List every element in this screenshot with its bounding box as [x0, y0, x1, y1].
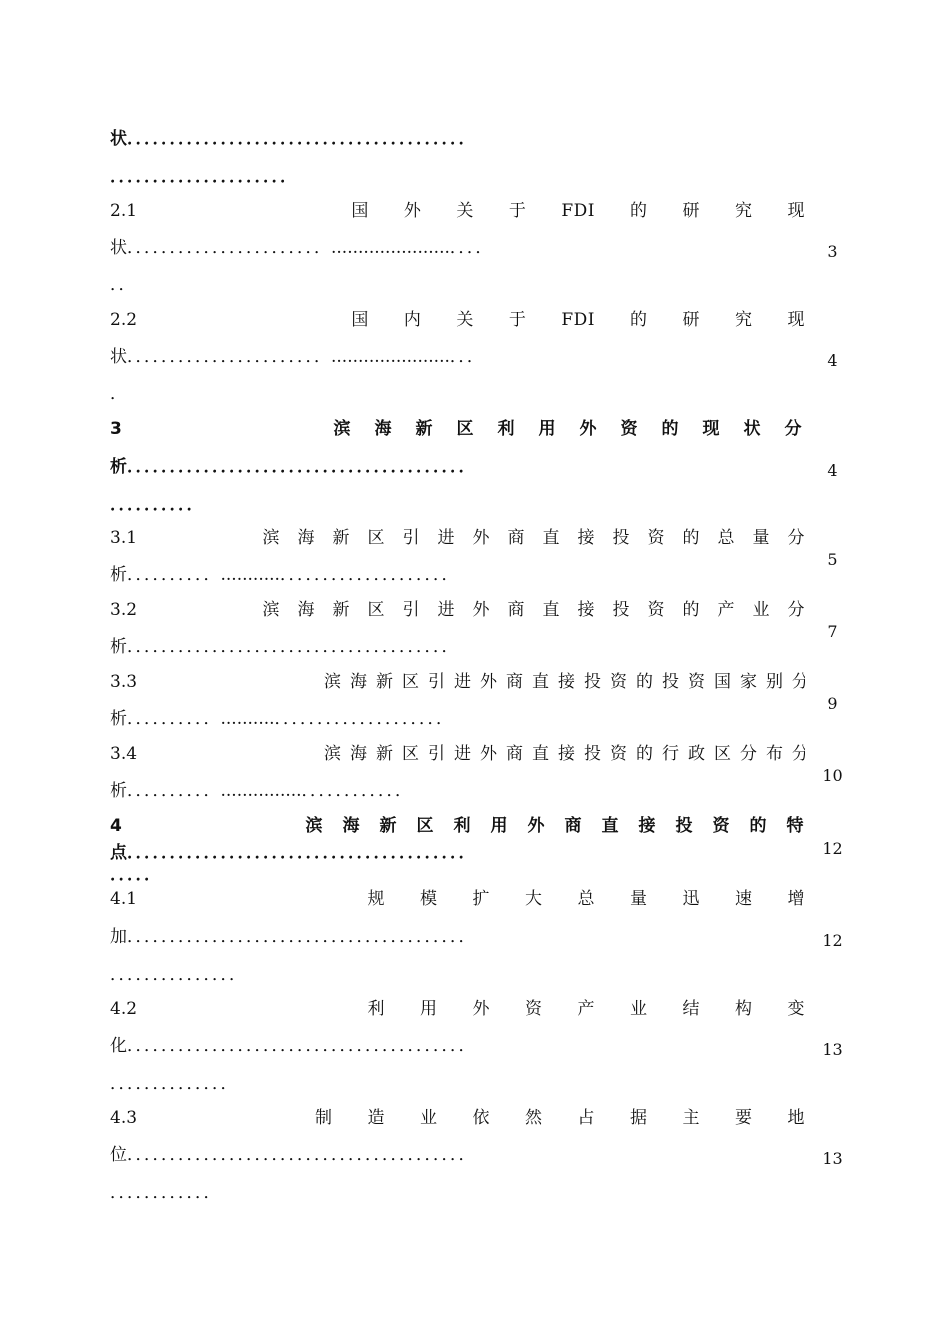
- toc-entry-number: 2.2: [110, 310, 138, 330]
- toc-entry-2-2[interactable]: [110, 307, 805, 333]
- toc-leader-dots: ．．．．．．．．．．．．．．．．．．．．．．．．．．．．．．．．．．．．．．．．: [127, 1036, 476, 1056]
- toc-leader-dots: ．．．．．．．．．．．．．．．．．．．．．．．．．．．．．．．．．．．．．．．．: [127, 927, 476, 947]
- toc-page-number: 9: [827, 694, 838, 713]
- toc-entry-title: 国 内 关 于 FDI 的 研 究 现: [351, 310, 805, 330]
- toc-page-number: 4: [827, 461, 838, 480]
- toc-entry-4-1[interactable]: [110, 886, 805, 912]
- toc-entry-4-line-3: [110, 862, 805, 888]
- toc-entry-2-1[interactable]: [110, 198, 805, 224]
- toc-entry-title: 制 造 业 依 然 占 据 主 要 地: [315, 1108, 805, 1128]
- toc-entry-title-tail: 析: [110, 781, 127, 801]
- toc-entry-3-line-3: [110, 492, 805, 518]
- toc-entry-3-2-line-2: [110, 634, 805, 660]
- toc-leader-dots: ．．．．．．．．．．．．．．．．．．．．．: [110, 167, 297, 187]
- toc-entry-number: 4: [110, 816, 122, 836]
- toc-entry-2-2-line-3: [110, 381, 805, 407]
- toc-entry-4[interactable]: [110, 813, 805, 839]
- toc-leader-dots: ．．．．．．．．．．...........．．．．．．．．．．．．．．．．．．．．: [127, 565, 459, 585]
- toc-leader-dots: ．．．．．．．．．．．．．．．．．．．．．．．．．．．．．．．．．．．．．．．．: [127, 1145, 476, 1165]
- toc-leader-dots: ．．: [110, 275, 136, 295]
- toc-entry-number: 4.3: [110, 1108, 138, 1128]
- toc-page-number: 13: [822, 1149, 843, 1168]
- toc-entry-title: 滨 海 新 区 利 用 外 资 的 现 状 分: [333, 419, 805, 439]
- toc-page-number: 12: [822, 839, 843, 858]
- toc-page-number: 10: [822, 766, 843, 785]
- toc-leader-dots: ．．．．．．．．．．．．．．．．．．．．．．．......................．．．．: [127, 238, 493, 258]
- toc-leader-dots: ．: [110, 384, 127, 404]
- toc-entry-title: 滨 海 新 区 引 进 外 商 直 接 投 资 的 产 业 分: [262, 600, 805, 620]
- toc-entry-title: 国 外 关 于 FDI 的 研 究 现: [351, 201, 805, 221]
- toc-entry-title: 滨 海 新 区 引 进 外 商 直 接 投 资 的 总 量 分: [262, 528, 805, 548]
- toc-entry-number: 3.2: [110, 600, 138, 620]
- toc-entry-title-tail: 状: [110, 238, 127, 258]
- toc-entry-4-2-line-3: [110, 1071, 805, 1097]
- toc-leader-dots: ．．．．．．．．．．．．．．．．．．．．．．．．．．．．．．．．．．．．．．．．: [127, 843, 476, 863]
- toc-entry-title-tail: 状: [110, 347, 127, 367]
- toc-entry-title-tail: 位: [110, 1145, 127, 1165]
- toc-entry-title-tail: 析: [110, 709, 127, 729]
- toc-entry-title: 规 模 扩 大 总 量 迅 速 增: [367, 889, 805, 909]
- toc-leader-dots: ．．．．．．．．．．..........．．．．．．．．．．．．．．．．．．．．: [127, 709, 454, 729]
- toc-page-number: 3: [827, 242, 838, 261]
- toc-leader-dots: ．．．．．: [110, 865, 161, 885]
- toc-entry-0-line-3: [110, 164, 805, 190]
- toc-entry-title-tail: 点: [110, 843, 127, 863]
- toc-entry-4-3[interactable]: [110, 1105, 805, 1131]
- toc-entry-2-2-line-2: [110, 344, 805, 370]
- toc-page-number: 4: [827, 351, 838, 370]
- toc-entry-3-line-2: [110, 454, 805, 480]
- toc-leader-dots: ．．．．．．．．．．．．．．．．．．．．．．．......................．．．: [127, 347, 484, 367]
- toc-entry-number: 4.1: [110, 889, 138, 909]
- toc-entry-title-tail: 析: [110, 637, 127, 657]
- toc-entry-title-tail: 析: [110, 565, 127, 585]
- toc-entry-title-tail: 状: [110, 129, 127, 149]
- toc-entry-3-3-line-2: [110, 706, 805, 732]
- toc-leader-dots: ．．．．．．．．．．．．．．．．．．．．．．．．．．．．．．．．．．．．．．．．: [127, 129, 476, 149]
- toc-entry-3-4[interactable]: [110, 741, 805, 767]
- toc-entry-title-tail: 加: [110, 927, 127, 947]
- toc-entry-3[interactable]: [110, 416, 805, 442]
- toc-entry-4-1-line-2: [110, 924, 805, 950]
- toc-leader-dots: ．．．．．．．．．．: [110, 495, 204, 515]
- toc-leader-dots: ．．．．．．．．．．．．．．: [110, 1074, 238, 1094]
- toc-entry-number: 3.1: [110, 528, 138, 548]
- toc-page-number: 7: [827, 622, 838, 641]
- toc-entry-3-1[interactable]: [110, 525, 805, 551]
- toc-page-number: 12: [822, 931, 843, 950]
- toc-entry-4-3-line-2: [110, 1142, 805, 1168]
- toc-leader-dots: ．．．．．．．．．．...............．．．．．．．．．．．．: [127, 781, 413, 801]
- toc-entry-number: 3: [110, 419, 122, 439]
- toc-entry-number: 2.1: [110, 201, 138, 221]
- toc-entry-title: 滨 海 新 区 引 进 外 商 直 接 投 资 的 行 政 区 分 布 分: [324, 744, 805, 764]
- toc-entry-3-4-line-2: [110, 778, 805, 804]
- toc-page-number: 13: [822, 1040, 843, 1059]
- toc-entry-3-2[interactable]: [110, 597, 805, 623]
- toc-entry-3-1-line-2: [110, 562, 805, 588]
- toc-entry-2-1-line-3: [110, 272, 805, 298]
- toc-leader-dots: ．．．．．．．．．．．．．．．．．．．．．．．．．．．．．．．．．．．．．．．．: [127, 457, 476, 477]
- toc-entry-title-tail: 析: [110, 457, 127, 477]
- toc-entry-title-tail: 化: [110, 1036, 127, 1056]
- toc-entry-4-2-line-2: [110, 1033, 805, 1059]
- toc-page-number: 5: [827, 550, 838, 569]
- toc-entry-2-1-line-2: [110, 235, 805, 261]
- toc-entry-number: 3.4: [110, 744, 138, 764]
- toc-leader-dots: ．．．．．．．．．．．．．．．．．．．．．．．．．．．．．．．．．．．．．．: [127, 637, 459, 657]
- toc-entry-title: 滨 海 新 区 引 进 外 商 直 接 投 资 的 投 资 国 家 别 分: [324, 672, 805, 692]
- toc-entry-title: 滨 海 新 区 利 用 外 商 直 接 投 资 的 特: [305, 816, 805, 836]
- toc-entry-number: 3.3: [110, 672, 138, 692]
- toc-entry-3-3[interactable]: [110, 669, 805, 695]
- toc-leader-dots: ．．．．．．．．．．．．: [110, 1183, 221, 1203]
- toc-entry-4-3-line-3: [110, 1180, 805, 1206]
- toc-entry-4-1-line-3: [110, 962, 805, 988]
- toc-entry-number: 4.2: [110, 999, 138, 1019]
- toc-entry-title: 利 用 外 资 产 业 结 构 变: [367, 999, 805, 1019]
- toc-entry-4-2[interactable]: [110, 996, 805, 1022]
- toc-entry-0-line-2: [110, 126, 805, 152]
- toc-leader-dots: ．．．．．．．．．．．．．．．: [110, 965, 246, 985]
